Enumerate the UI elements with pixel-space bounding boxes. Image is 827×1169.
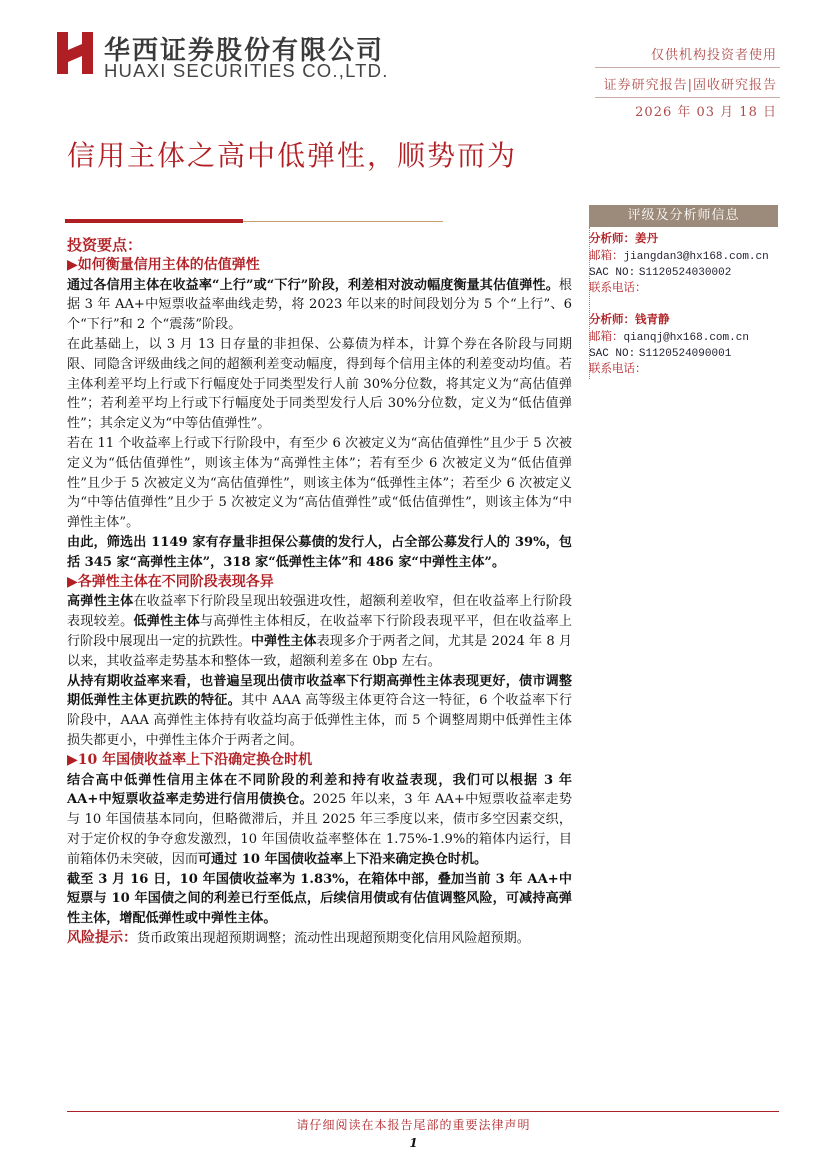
section-title-2: ▶各弹性主体在不同阶段表现各异 [67, 573, 274, 590]
sac-number: S1120524030002 [638, 267, 732, 279]
paragraph-1 [67, 276, 572, 335]
paragraph-6-text: 其中 AAA 高等级主体更符合这一特征，6 个收益率下行阶段中，AAA 高弹性主体持有收益均高于低弹性主体，而 5 个调整周期中低弹性主体损失都更小，中弹性主体介于两者之间。 [67, 693, 573, 748]
audience-note: 仅供机构投资者使用 [650, 48, 777, 63]
company-name-cn: 华西证券股份有限公司 [104, 36, 385, 66]
section-title-1: ▶如何衡量信用主体的估值弹性 [67, 256, 260, 273]
highlights-heading: 投资要点： [67, 236, 143, 254]
investment-highlights [67, 236, 572, 949]
analyst-name: 姜丹 [635, 231, 658, 245]
footer-divider [67, 1111, 779, 1112]
paragraph-6 [67, 672, 572, 751]
risk-warning [67, 929, 572, 949]
paragraph-5-text-b: 与高弹性主体相反，在收益率下行阶段表现平平，但在收益率上行阶段中展现出一定的抗跌性。 [67, 614, 573, 649]
header-divider [595, 67, 780, 68]
paragraph-2: 在此基础上，以 3 月 13 日存量的非担保、公募债为样本，计算个券在各阶段与同期限、同隐含评级曲线之间的超额利差变动幅度，得到每个信用主体的利差变动均值。若主体利差平均上行或下行幅度处于同类型发行人前 30%分位数，将其定义为“高估值弹性”；若利差平均上行或下行幅度处于同类型发行人后 30%分位数，定义为“低估值弹性”；其余定义为“中等估值弹性”。 [67, 336, 572, 432]
analyst-name: 钱青静 [635, 312, 670, 326]
sac-label: SAC NO: [589, 348, 636, 360]
legal-notice: 请仔细阅读在本报告尾部的重要法律声明 [296, 1118, 531, 1132]
paragraph-5-text-c: 表现多介于两者之间，尤其是 2024 年 8 月以来，其收益率走势基本和整体一致，超额利差多在 0bp 左右。 [67, 633, 572, 669]
email-label: 邮箱： [589, 248, 624, 262]
company-logo-icon [55, 30, 95, 76]
analyst-name-label: 分析师： [589, 312, 635, 326]
paragraph-7-text: 2025 年以来，3 年 AA+中短票收益率走势与 10 年国债基本同向，但略微滞后，并且 2025 年三季度以来，债市多空因素交织，对于定价权的争夺愈发激烈，10 年国债收益率整体在 1.75%-1.9%的箱体内运行，目前箱体仍未突破，因而 [67, 792, 572, 867]
paragraph-5 [67, 592, 572, 671]
email-label: 邮箱： [589, 329, 624, 343]
report-type: 证券研究报告|固收研究报告 [603, 78, 777, 93]
company-name-en: HUAXI SECURITIES CO.,LTD. [104, 60, 389, 81]
paragraph-1-lead: 通过各信用主体在收益率“上行”或“下行”阶段，利差相对波动幅度衡量其估值弹性。 [67, 277, 559, 293]
paragraph-3: 若在 11 个收益率上行或下行阶段中，有至少 6 次被定义为“高估值弹性”且少于 5 次被定义为“低估值弹性”，则该主体为“高弹性主体”；若有至少 6 次被定义为“低估值弹性”且少于 5 次被定义为“高估值弹性”，则该主体为“低弹性主体”；若至少 6 次被定义为“中等估值弹性”且少于 5 次被定义为“高估值弹性”或“低估值弹性”，则该主体为“中弹性主体”。 [67, 435, 572, 531]
header-divider [595, 97, 780, 98]
paragraph-7-lead: 结合高中低弹性信用主体在不同阶段的利差和持有收益表现，我们可以根据 3 年 AA+中短票收益率走势进行信用债换仓。 [67, 772, 572, 808]
analyst-name-line [589, 311, 670, 327]
report-date: 2026 年 03 月 18 日 [635, 105, 777, 120]
phone-label: 联系电话： [589, 361, 647, 375]
section-title-3: ▶10 年国债收益率上下沿确定换仓时机 [67, 751, 313, 768]
analyst-name-label: 分析师： [589, 231, 635, 245]
mid-elasticity-term: 中弹性主体 [250, 633, 317, 649]
page-number: 1 [409, 1136, 418, 1150]
sac-number: S1120524090001 [638, 348, 732, 360]
analyst-email[interactable]: jiangdan3@hx168.com.cn [623, 251, 769, 263]
title-rule [65, 219, 243, 223]
paragraph-5-text-a: 在收益率下行阶段呈现出较强进攻性，超额利差收窄，但在收益率上行阶段表现较差。 [67, 594, 573, 630]
title-rule-thin [243, 221, 443, 222]
low-elasticity-term: 低弹性主体 [133, 614, 200, 630]
paragraph-8: 截至 3 月 16 日，10 年国债收益率为 1.83%，在箱体中部，叠加当前 3 年 AA+中短票与 10 年国债之间的利差已行至低点，后续信用债或有估值调整风险，可减持高弹性主体，增配低弹性或中弹性主体。 [67, 871, 572, 927]
analyst-panel-heading: 评级及分析师信息 [589, 205, 778, 227]
paragraph-1-text: 根据 3 年 AA+中短票收益率曲线走势，将 2023 年以来的时间段划分为 5 个“上行”、6 个“下行”和 2 个“震荡”阶段。 [67, 277, 572, 333]
risk-text: 货币政策出现超预期调整；流动性出现超预期变化信用风险超预期。 [137, 930, 530, 946]
report-title: 信用主体之高中低弹性，顺势而为 [67, 139, 518, 172]
sac-label: SAC NO: [589, 267, 636, 279]
phone-label: 联系电话： [589, 280, 647, 294]
analyst-email[interactable]: qianqj@hx168.com.cn [623, 332, 749, 344]
risk-label: 风险提示： [67, 929, 137, 946]
paragraph-7 [67, 771, 572, 870]
paragraph-6-lead: 从持有期收益率来看，也普遍呈现出债市收益率下行期高弹性主体表现更好，债市调整期低弹性主体更抗跌的特征。 [67, 673, 572, 709]
paragraph-4: 由此，筛选出 1149 家有存量非担保公募债的发行人，占全部公募发行人的 39%，包括 345 家“高弹性主体”，318 家“低弹性主体”和 486 家“中弹性主体”。 [67, 534, 572, 570]
analyst-name-line [589, 230, 658, 246]
high-elasticity-term: 高弹性主体 [67, 594, 134, 610]
paragraph-7-conclusion: 可通过 10 年国债收益率上下沿来确定换仓时机。 [197, 851, 488, 867]
